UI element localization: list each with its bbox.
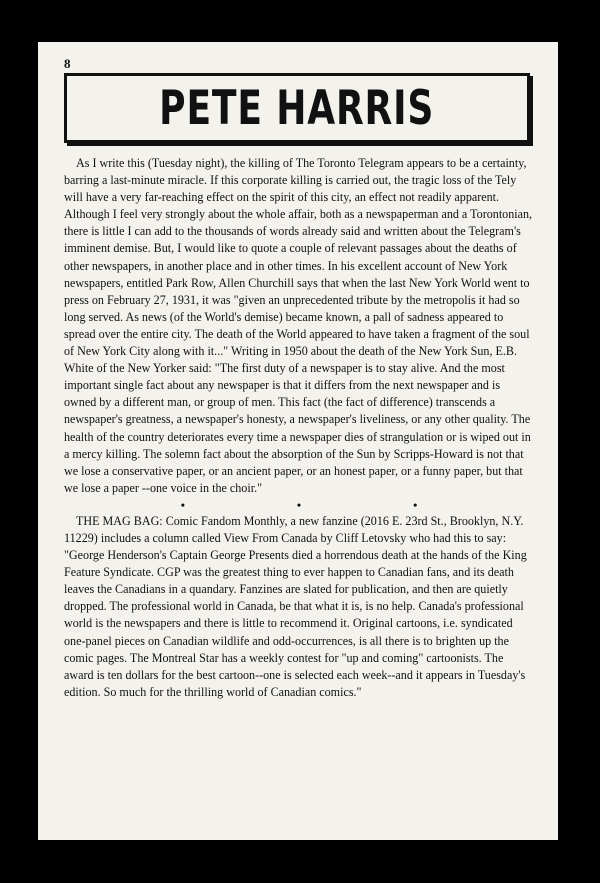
paragraph-mag-bag: THE MAG BAG: Comic Fandom Monthly, a new fanzine (2016 E. 23rd St., Brooklyn, N.Y. 11229) includes a column called View From Canada by Cliff Letovsky who had this to say: "George Henderson's Captain George Presents died a horrendous death at the hands of the King Feature Syndicate. CGP was the greatest thing to ever happen to Canadian fans, and its death leaves the Canadians in a quandary. Fanzines are slated for publication, and then are quietly dropped. The professional world in Canada, be that what it is, is no help. Canada's professional world is the newspapers and there is little to recommend it. Original cartoons, i.e. syndicated one-panel pieces on Canadian wildlife and odd-occurrences, is all there is to brighten up the comic pages. The Montreal Star has a weekly contest for "up and coming" cartoonists. The award is ten dollars for the best cartoon--one is selected each week--and it appears in Tuesday's edition. So much for the thrilling world of Canadian comics."	[64, 513, 527, 699]
separator-dot: •	[296, 497, 302, 512]
document-page	[38, 42, 558, 840]
section-separator	[64, 497, 534, 513]
separator-dot: •	[180, 497, 185, 512]
paragraph-telegram: As I write this (Tuesday night), the killing of The Toronto Telegram appears to be a certainty, barring a last-minute miracle. If this corporate killing is carried out, the tragic loss of the Tely will have a very far-reaching effect on the spirit of this city, an effect not readily apparent. Although I feel very strongly about the whole affair, both as a newspaperman and a Torontonian, there is little I can add to the thousands of words already said and written about the Telegram's imminent demise. But, I would like to quote a couple of relevant passages about the deaths of other newspapers, in another place and in other times. In his excellent account of New York newspapers, entitled Park Row, Allen Churchill says that when the last New York World went to press on February 27, 1931, it was "given an unprecedented tribute by the metropolis it had so long served. As news (of the World's demise) became known, a pall of sadness appeared to spread over the entire city. The death of the World appeared to have taken a fragment of the soul of New York City along with it..." Writing in 1950 about the death of the New York Sun, E.B. White of the New Yorker said: "The first duty of a newspaper is to stay alive. And the most important single fact about any newspaper is that it differs from the next newspaper and is owned by a different man, or group of men. This fact (the fact of difference) transcends a newspaper's greatness, a newspaper's honesty, a newspaper's liveliness, or any other quality. The health of the country deteriorates every time a newspaper dies of strangulation or is wiped out in a mercy killing. The solemn fact about the absorption of the Sun by Scripps-Howard is not that we lose a conservative paper, or an ancient paper, or an honest paper, or a funny paper, but that we lose a paper --one voice in the choir."	[64, 156, 533, 495]
article-body	[64, 155, 534, 701]
page-title: PETE HARRIS	[159, 80, 435, 136]
page-number: 8	[64, 56, 71, 71]
separator-dot: •	[413, 497, 418, 512]
title-banner	[64, 73, 530, 143]
